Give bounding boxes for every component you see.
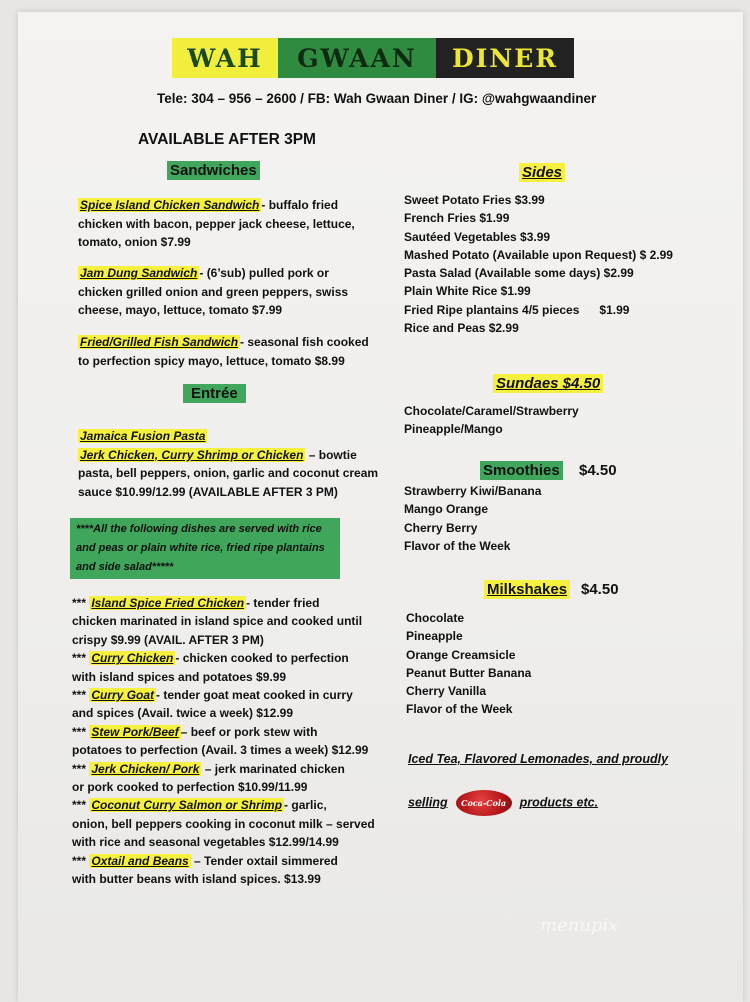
list-item: Flavor of the Week [406,702,513,717]
item-line: pasta, bell peppers, onion, garlic and coconut cream [78,466,379,481]
logo-word-wah: WAH [172,38,278,78]
menu-item [78,333,369,370]
sandwiches-heading: Sandwiches [167,161,260,180]
smoothies-list [404,482,541,555]
item-name: Jerk Chicken, Curry Shrimp or Chicken [80,447,304,462]
item-name: Jam Dung Sandwich [80,266,198,280]
list-item: Fried Ripe plantains 4/5 pieces $1.99 [404,302,630,317]
item-line: chicken grilled onion and green peppers, swiss [78,284,349,299]
list-item: Pineapple/Mango [404,422,503,437]
list-item: Peanut Butter Banana [406,665,532,680]
item-line: cheese, mayo, lettuce, tomato $7.99 [78,303,283,318]
menu-item [78,196,355,252]
sundaes-heading: Sundaes $4.50 [493,374,603,393]
list-item: Pineapple [406,629,463,644]
milkshakes-price: $4.50 [581,581,619,598]
menu-item [78,264,348,320]
list-item: Sautéed Vegetables $3.99 [404,229,551,244]
diner-logo [172,38,574,78]
item-name: Island Spice Fried Chicken [91,596,245,610]
logo-word-diner: DINER [436,38,574,78]
item-name: Curry Chicken [91,651,174,666]
contact-line: Tele: 304 – 956 – 2600 / FB: Wah Gwaan Diner / IG: @wahgwaandiner [157,91,597,106]
smoothies-price: $4.50 [579,462,617,479]
list-item: Orange Creamsicle [406,647,516,662]
list-item: Rice and Peas $2.99 [404,321,519,336]
milkshakes-list [406,609,531,719]
list-item: Chocolate [406,611,465,625]
entree-dishes: *** Island Spice Fried Chicken - tender fried chicken marinated in island spice and cooked until crispy $9.99 (AVAIL. AFTER 3 PM) *** Curry Chicken - chicken cooked to perfection with island spices and potatoes $9.99 *** Curry Goat - tender goat meat cooked in curry and spices (Avail. twice a week) $12.99 *** Stew Pork/Beef – beef or pork stew with potatoes to perfection (Avail. 3 times a week) $12.99 *** Jerk Chicken/ Pork – jerk marinated chicken or pork cooked to perfection $10.99/11.99 *** Coconut Curry Salmon or Shrimp - garlic, onion, bell peppers cooking in coconut milk – served with rice and seasonal vegetables $12.99/14.99 *** Oxtail and Beans – Tender oxtail simmered with butter beans with island spices. $13.99 [72,596,375,887]
watermark: menupix [540,915,619,936]
item-desc: - buffalo fried [261,198,339,212]
availability-note: AVAILABLE AFTER 3PM [138,131,316,148]
milkshakes-heading: Milkshakes [484,580,570,599]
sundaes-list [404,402,579,439]
drinks-line-2: selling Coca-Cola products etc. [408,790,598,816]
item-name: Stew Pork/Beef [91,724,179,739]
item-line: to perfection spicy mayo, lettuce, tomato $8.99 [78,353,345,368]
list-item: Pasta Salad (Available some days) $2.99 [404,266,634,281]
list-item: Mashed Potato (Available upon Request) $ 2.99 [404,247,673,262]
list-item: Cherry Vanilla [406,684,487,699]
list-item: Flavor of the Week [404,538,511,553]
item-name: Oxtail and Beans [91,853,189,868]
pasta-item [78,427,378,501]
item-name: Jerk Chicken/ Pork [91,761,200,776]
item-name: Curry Goat [91,688,155,703]
coca-cola-logo-icon: Coca-Cola [456,790,512,816]
list-item: French Fries $1.99 [404,211,510,226]
item-line: chicken with bacon, pepper jack cheese, lettuce, [78,216,355,231]
list-item: Cherry Berry [404,520,478,535]
list-item: Strawberry Kiwi/Banana [404,484,542,498]
list-item: Chocolate/Caramel/Strawberry [404,404,579,418]
drinks-line: Iced Tea, Flavored Lemonades, and proudly [408,752,669,766]
item-desc: – bowtie [305,447,357,462]
item-name: Coconut Curry Salmon or Shrimp [91,798,283,813]
list-item: Plain White Rice $1.99 [404,284,531,299]
smoothies-heading: Smoothies [480,461,563,480]
served-with-note: ****All the following dishes are served with rice and peas or plain white rice, fried ripe plantains and side salad***** [70,518,340,579]
sides-heading: Sides [519,163,565,182]
sides-list [404,191,673,337]
item-name: Spice Island Chicken Sandwich [80,198,260,212]
entree-heading: Entrée [183,384,246,403]
logo-word-gwaan: GWAAN [278,38,436,78]
item-name: Fried/Grilled Fish Sandwich [80,335,239,349]
list-item: Mango Orange [404,502,489,517]
item-desc: - seasonal fish cooked [240,335,369,349]
item-line: tomato, onion $7.99 [78,235,191,250]
list-item: Sweet Potato Fries $3.99 [404,193,545,207]
pasta-title: Jamaica Fusion Pasta [80,429,206,443]
item-desc: - (6’sub) pulled pork or [199,266,329,280]
item-line: sauce $10.99/12.99 (AVAILABLE AFTER 3 PM) [78,484,338,499]
